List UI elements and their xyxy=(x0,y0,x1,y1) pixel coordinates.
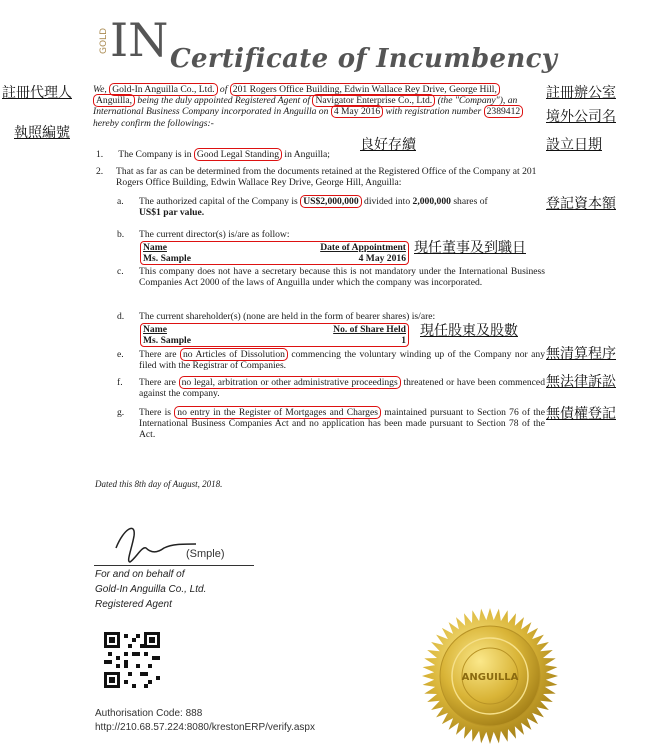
no-charges-box: no entry in the Register of Mortgages and Charges xyxy=(174,406,381,419)
item-b: b. The current director(s) is/are as follow: xyxy=(117,229,290,240)
company-name-box: Navigator Enterprise Co., Ltd. xyxy=(312,94,435,107)
signature-sample-label: (Smple) xyxy=(186,548,225,560)
capital-box: US$2,000,000 xyxy=(300,195,361,208)
item-f: f. There are no legal, arbitration or other administrative proceedings threatened or have been commenced against the company. xyxy=(117,377,545,400)
qr-code xyxy=(104,632,160,688)
shareholders-table: Name No. of Share Held Ms. Sample 1 xyxy=(140,323,409,347)
signature-line-2: Gold-In Anguilla Co., Ltd. xyxy=(95,584,207,595)
reg-number-box: 2389412 xyxy=(484,105,524,118)
annotation-company-name: 境外公司名 xyxy=(546,109,616,125)
annotation-no-litigation: 無法律訴訟 xyxy=(546,374,616,390)
signature-line-1: For and on behalf of xyxy=(95,569,185,580)
annotation-registered-agent: 註冊代理人 xyxy=(2,85,72,101)
annotation-no-liquidation: 無清算程序 xyxy=(546,346,616,362)
no-dissolution-box: no Articles of Dissolution xyxy=(180,348,288,361)
annotation-no-charges: 無債權登記 xyxy=(546,406,616,422)
signature-line xyxy=(94,565,254,566)
item-a: a. The authorized capital of the Company is US$2,000,000 divided into 2,000,000 shares of US$1 par value. xyxy=(117,196,488,219)
authorisation-code: Authorisation Code: 888 xyxy=(95,708,203,719)
address-box: 201 Rogers Office Building, Edwin Wallace Rey Drive, George Hill, xyxy=(230,83,500,96)
annotation-registered-office: 註冊辦公室 xyxy=(546,85,616,101)
inc-date-box: 4 May 2016 xyxy=(331,105,383,118)
agent-name-box: Gold-In Anguilla Co., Ltd. xyxy=(109,83,217,96)
seal-text: ANGUILLA xyxy=(461,672,519,683)
annotation-shareholders: 現任股東及股數 xyxy=(420,323,518,339)
dated-line: Dated this 8th day of August, 2018. xyxy=(95,479,223,489)
verify-url[interactable]: http://210.68.57.224:8080/krestonERP/verify.aspx xyxy=(95,722,315,733)
logo-letters: IN xyxy=(110,13,169,67)
intro-paragraph: We, Gold-In Anguilla Co., Ltd. of 201 Rogers Office Building, Edwin Wallace Rey Drive, George Hill, Anguilla, being the duly appointed Registered Agent of Navigator Enterprise Co., Ltd. (the "Company"), an International Business Company incorporated in Anguilla on 4 May 2016 with registration number 2389412 hereby confirm the followings:- xyxy=(93,84,543,129)
item-d: d. The current shareholder(s) (none are held in the form of bearer shares) is/are: xyxy=(117,311,436,322)
company-logo xyxy=(92,6,169,67)
annotation-directors: 現任董事及到職日 xyxy=(414,240,526,256)
item-2: 2. That as far as can be determined from the documents retained at the Registered Office of the Company at 201 Rogers Office Building, Edwin Wallace Rey Drive, George Hill, Anguilla: xyxy=(96,166,537,189)
good-standing-box: Good Legal Standing xyxy=(194,148,282,161)
no-proceedings-box: no legal, arbitration or other administrative proceedings xyxy=(179,376,401,389)
certificate-title: Certificate of Incumbency xyxy=(170,44,558,74)
annotation-inc-date: 設立日期 xyxy=(546,137,602,153)
annotation-license-no: 執照編號 xyxy=(14,125,70,141)
address-box-2: Anguilla, xyxy=(93,94,135,107)
item-c: c. This company does not have a secretary because this is not mandatory under the International Business Companies Act 2000 of the laws of Anguilla under which the company was incorporated. xyxy=(117,266,545,289)
annotation-capital: 登記資本額 xyxy=(546,196,616,212)
logo-side-text: GOLD xyxy=(99,27,109,54)
annotation-good-standing: 良好存續 xyxy=(360,137,416,153)
item-g: g. There is no entry in the Register of Mortgages and Charges maintained pursuant to Section 76 of the International Business Companies Act and no application has been made pursuant to Section 78 of the Act. xyxy=(117,407,545,441)
item-e: e. There are no Articles of Dissolution commencing the voluntary winding up of the Company nor any filed with the Registrar of Companies. xyxy=(117,349,545,372)
gold-seal xyxy=(420,606,560,746)
signature-line-3: Registered Agent xyxy=(95,599,172,610)
directors-table: Name Date of Appointment Ms. Sample 4 May 2016 xyxy=(140,241,409,265)
item-1: 1. The Company is in Good Legal Standing in Anguilla; xyxy=(96,149,330,160)
